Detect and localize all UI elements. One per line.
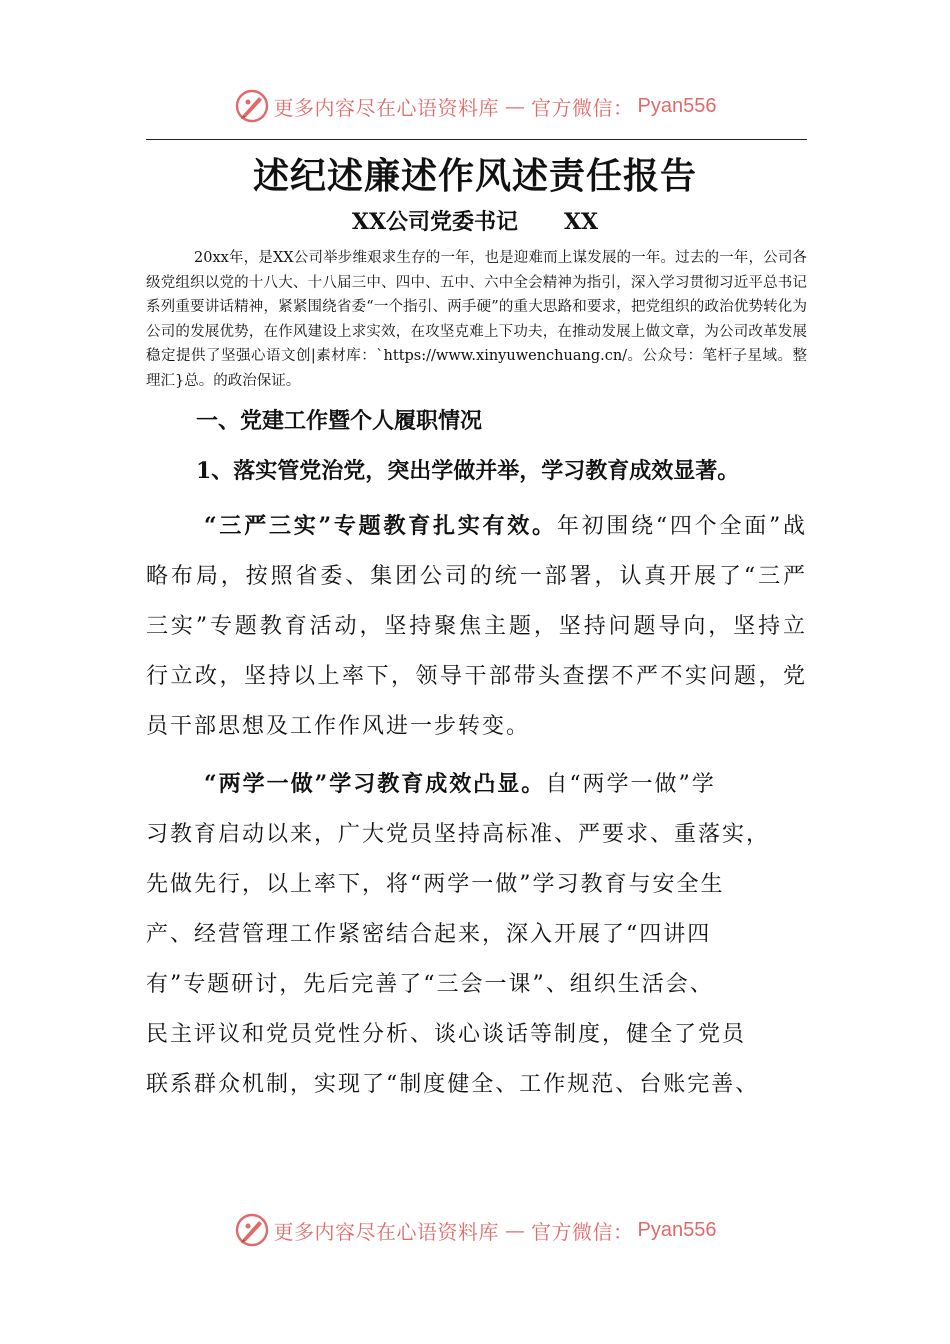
- paragraph-three-stricts: [146, 501, 807, 752]
- paragraph-line: 产、经营管理工作紧密结合起来，深入开展了“四讲四: [146, 922, 712, 947]
- brand-name: 更多内容尽在心语资料库: [273, 95, 500, 120]
- paragraph-line: 民主评议和党员党性分析、谈心谈话等制度，健全了党员: [146, 1022, 747, 1047]
- brand-separator: —: [505, 94, 526, 118]
- brand: [234, 88, 717, 124]
- brand: [234, 1212, 717, 1248]
- intro-paragraph: 20xx年，是XX公司举步维艰求生存的一年，也是迎难而上谋发展的一年。过去的一年，公司各级党组织以党的十八大、十八届三中、四中、五中、六中全会精神为指引，深入学习贯彻习近平总书记系列重要讲话精神，紧紧围绕省委“一个指引、两手硬”的重大思路和要求，把党组织的政治优势转化为公司的发展优势，在作风建设上求实效，在攻坚克难上下功夫，在推动发展上做文章，为公司改革发展稳定提供了坚强心语文创|素材库：`https://www.xinyuwenchuang.cn/。公众号：笔杆子星域。整理汇}总。的政治保证。: [146, 250, 807, 389]
- brand-name: 更多内容尽在心语资料库: [273, 1219, 500, 1244]
- paragraph-body: 年初围绕“四个全面”战略布局，按照省委、集团公司的统一部署，认真开展了“三严三实”专题教育活动，坚持聚焦主题，坚持问题导向，坚持立行立改，坚持以上率下，领导干部带头查摆不严不实问题，党员干部思想及工作作风进一步转变。: [146, 514, 807, 739]
- subsection-heading: 1、落实管党治党，突出学做并举，学习教育成效显著。: [196, 458, 740, 484]
- brand-suffix: 官方微信：: [531, 1219, 634, 1244]
- pen-logo-icon: [234, 88, 270, 124]
- paragraph-line: 习教育启动以来，广大党员坚持高标准、严要求、重落实，: [146, 822, 771, 847]
- brand-account: Pyan556: [637, 94, 717, 117]
- paragraph-line: 先做先行，以上率下，将“两学一做”学习教育与安全生: [146, 872, 725, 897]
- paragraph-line: “两学一做”学习教育成效凸显。自“两学一做”学: [204, 771, 716, 797]
- paragraph-lead: “两学一做”学习教育成效凸显。: [204, 771, 546, 797]
- brand-separator: —: [505, 1218, 526, 1242]
- brand-account: Pyan556: [637, 1218, 717, 1241]
- brand-suffix: 官方微信：: [531, 95, 634, 120]
- paragraph-line: 联系群众机制，实现了“制度健全、工作规范、台账完善、: [146, 1072, 760, 1097]
- document-title: 述纪述廉述作风述责任报告: [252, 155, 697, 197]
- pen-logo-icon: [234, 1212, 270, 1248]
- footer-watermark: [0, 1208, 950, 1252]
- paragraph-lead: “三严三实”专题教育扎实有效。: [204, 513, 557, 539]
- section-heading: 一、党建工作暨个人履职情况: [196, 408, 483, 434]
- header-watermark: [0, 84, 950, 128]
- paragraph-two-studies: [146, 759, 807, 1110]
- document-subtitle: XX公司党委书记 XX: [351, 209, 599, 235]
- paragraph-line: 有”专题研讨，先后完善了“三会一课”、组织生活会、: [146, 972, 714, 997]
- header-rule: [146, 139, 807, 140]
